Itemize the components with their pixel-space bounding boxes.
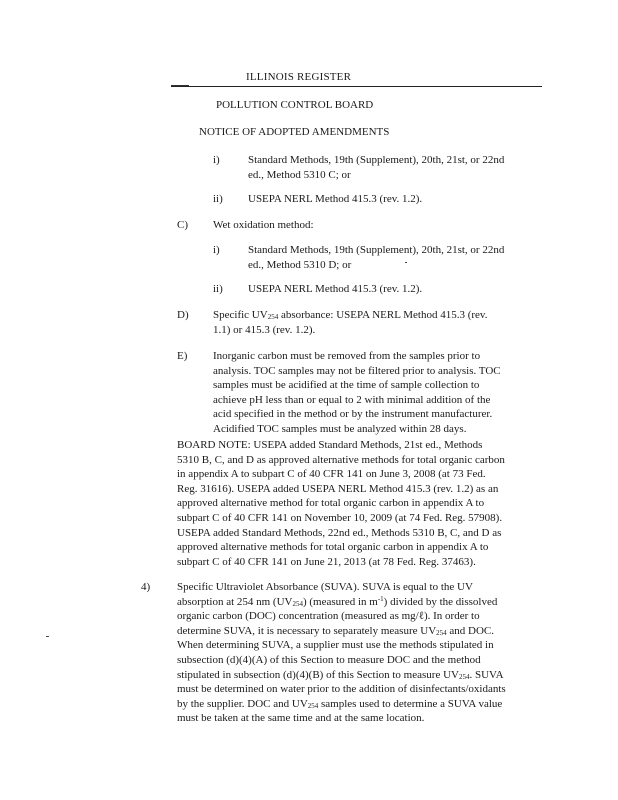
c-i-line-1: Standard Methods, 19th (Supplement), 20th, 21st, or 22nd <box>248 244 505 256</box>
board-note-line-8: approved alternative methods for total organic carbon in appendix A to <box>177 541 489 554</box>
s4-line-1: Specific Ultraviolet Absorbance (SUVA). SUVA is equal to the UV <box>177 581 473 593</box>
b-i-line-2: ed., Method 5310 C; or <box>248 169 351 181</box>
e-label: E) <box>177 350 188 362</box>
b-ii-text: USEPA NERL Method 415.3 (rev. 1.2). <box>248 193 423 205</box>
c-i-line-2: ed., Method 5310 D; or <box>248 259 352 271</box>
e-line-1: Inorganic carbon must be removed from the samples prior to <box>213 350 481 362</box>
section-4-label: 4) <box>141 581 151 593</box>
board-note-line-9: subpart C of 40 CFR 141 on June 21, 2013 (at 78 Fed. Reg. 37463). <box>177 555 476 568</box>
register-title: ILLINOIS REGISTER <box>246 71 352 83</box>
s4-line-7: stipulated in subsection (d)(4)(B) of this Section to measure $UV_{254}$. SUVA <box>177 668 504 681</box>
board-note <box>177 438 505 569</box>
s4-line-5: When determining SUVA, a supplier must use the methods stipulated in <box>177 639 494 652</box>
b-i-label: i) <box>213 154 220 166</box>
d-label: D) <box>177 309 189 321</box>
board-note-line-6: subpart C of 40 CFR 141 on November 10, 2009 (at 74 Fed. Reg. 57908). <box>177 511 503 524</box>
c-text: Wet oxidation method: <box>213 219 314 231</box>
c-label: C) <box>177 219 188 231</box>
board-title: POLLUTION CONTROL BOARD <box>216 99 374 111</box>
b-ii-label: ii) <box>213 193 223 205</box>
s4-line-6: subsection (d)(4)(A) of this Section to measure DOC and the method <box>177 653 481 666</box>
e-line-4: achieve pH less than or equal to 2 with minimal addition of the <box>213 393 491 406</box>
board-note-line-4: Reg. 31616). USEPA added USEPA NERL Method 415.3 (rev. 1.2) as an <box>177 482 499 495</box>
e-line-3: samples must be acidified at the time of sample collection to <box>213 379 480 392</box>
board-note-line-3: in appendix A to subpart C of 40 CFR 141 on June 3, 2008 (at 73 Fed. <box>177 468 486 481</box>
e-line-6: Acidified TOC samples must be analyzed within 28 days. <box>213 422 467 435</box>
d-line-1: Specific $UV_{254}$ absorbance: USEPA NERL Method 415.3 (rev. <box>213 309 488 321</box>
board-note-line-2: 5310 B, C, and D as approved alternative methods for total organic carbon <box>177 453 505 466</box>
c-i-text <box>248 243 504 273</box>
b-i-text <box>248 153 504 183</box>
board-note-line-7: USEPA added Standard Methods, 22nd ed., Methods 5310 B, C, and D as <box>177 526 502 539</box>
s4-line-3: organic carbon (DOC) concentration (measured as mg/ℓ). In order to <box>177 610 480 623</box>
c-i-label: i) <box>213 244 220 256</box>
e-line-5: acid specified in the method or by the instrument manufacturer. <box>213 408 493 421</box>
c-ii-label: ii) <box>213 283 223 295</box>
s4-line-4: determine SUVA, it is necessary to separately measure $UV_{254}$ and DOC. <box>177 624 494 637</box>
board-note-line-5: approved alternative method for total organic carbon in appendix A to <box>177 497 485 510</box>
c-ii-text: USEPA NERL Method 415.3 (rev. 1.2). <box>248 283 423 295</box>
s4-line-2: absorption at 254 nm $(UV_{254})$ (measured in $m^{-1}$) divided by the dissolved <box>177 594 498 608</box>
s4-line-8: must be determined on water prior to the addition of disinfectants/oxidants <box>177 683 506 696</box>
notice-title: NOTICE OF ADOPTED AMENDMENTS <box>199 126 390 138</box>
header-rule <box>171 86 542 87</box>
s4-line-9: by the supplier. DOC and $UV_{254}$ samples used to determine a SUVA value <box>177 697 503 710</box>
d-line-2: 1.1) or 415.3 (rev. 1.2). <box>213 324 316 336</box>
margin-mark <box>405 262 407 263</box>
b-i-line-1: Standard Methods, 19th (Supplement), 20th, 21st, or 22nd <box>248 154 505 166</box>
margin-mark <box>46 636 49 637</box>
e-line-2: analysis. TOC samples may not be filtered prior to analysis. TOC <box>213 364 501 377</box>
e-text <box>213 349 501 437</box>
s4-line-10: must be taken at the same time and at the same location. <box>177 712 425 725</box>
section-4-text <box>177 580 506 726</box>
d-text <box>213 308 487 338</box>
board-note-line-1: BOARD NOTE: USEPA added Standard Methods, 21st ed., Methods <box>177 439 483 451</box>
